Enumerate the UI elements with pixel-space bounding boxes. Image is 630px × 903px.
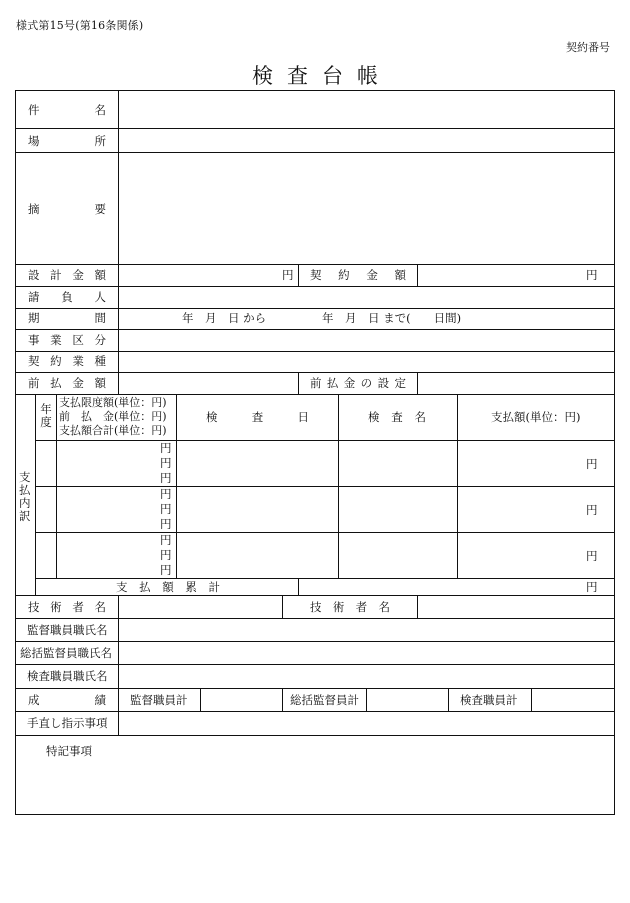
general-supervisor-label: 総括監督員職氏名 — [20, 646, 112, 660]
contract-type-label: 契 約 業 種 — [28, 354, 106, 368]
rework-instructions-label: 手直し指示事項 — [27, 716, 108, 730]
fiscal-year-header: 年度 — [40, 402, 52, 429]
design-amount-unit: 円 — [282, 268, 294, 282]
row2-limit-unit: 円 — [160, 487, 172, 501]
design-amount-label: 設 計 金 額 — [28, 268, 106, 282]
row3-limit-unit: 円 — [160, 533, 172, 547]
inspector-total-label: 検査職員計 — [460, 693, 518, 707]
row1-total-unit: 円 — [160, 471, 172, 485]
period-label: 期 間 — [28, 311, 106, 325]
row2-advance-unit: 円 — [160, 502, 172, 516]
grade-label: 成 績 — [28, 693, 106, 707]
page-title: 検査台帳 — [252, 64, 392, 88]
place-label: 場 所 — [28, 134, 106, 148]
inspector-label: 検査職員職氏名 — [27, 669, 108, 683]
subject-label: 件 名 — [28, 103, 106, 117]
engineer-label-2: 技 術 者 名 — [310, 600, 390, 614]
row3-paid-unit: 円 — [586, 549, 598, 563]
row3-total-unit: 円 — [160, 563, 172, 577]
business-category-label: 事 業 区 分 — [28, 333, 106, 347]
row1-advance-unit: 円 — [160, 456, 172, 470]
inspection-date-header: 検 査 日 — [206, 410, 309, 424]
advance-amount-label: 前 払 金 額 — [28, 376, 106, 390]
row1-paid-unit: 円 — [586, 457, 598, 471]
row2-paid-unit: 円 — [586, 503, 598, 517]
period-from: 年 月 日 から — [182, 311, 267, 325]
period-to: 年 月 日 まで( 日間) — [322, 311, 462, 325]
payment-total-header: 支払額合計(単位：円) — [59, 424, 167, 437]
special-notes-label: 特記事項 — [46, 744, 92, 758]
contract-amount-unit: 円 — [586, 268, 598, 282]
cumulative-payment-unit: 円 — [586, 580, 598, 594]
inspection-name-header: 検 査 名 — [368, 410, 426, 424]
row2-total-unit: 円 — [160, 517, 172, 531]
supervisor-label: 監督職員職氏名 — [27, 623, 108, 637]
supervisor-total-label: 監督職員計 — [130, 693, 188, 707]
summary-label: 摘 要 — [28, 202, 106, 216]
payment-breakdown-label: 支払内訳 — [19, 470, 31, 523]
payment-limit-header: 支払限度額(単位：円) — [59, 396, 167, 409]
form-number: 様式第15号(第16条関係) — [16, 19, 144, 32]
row3-advance-unit: 円 — [160, 548, 172, 562]
contract-amount-label: 契 約 金 額 — [310, 268, 406, 282]
contractor-label: 請 負 人 — [28, 290, 106, 304]
row1-limit-unit: 円 — [160, 441, 172, 455]
contract-number-label: 契約番号 — [566, 41, 610, 54]
advance-payment-header: 前 払 金(単位：円) — [59, 410, 167, 423]
inspection-ledger-form — [15, 90, 615, 815]
cumulative-payment-label: 支 払 額 累 計 — [116, 580, 220, 594]
general-supervisor-total-label: 総括監督員計 — [290, 693, 359, 707]
paid-amount-header: 支払額(単位：円) — [491, 410, 581, 424]
engineer-label: 技 術 者 名 — [28, 600, 106, 614]
advance-setting-label: 前 払 金 の 設 定 — [310, 376, 406, 390]
